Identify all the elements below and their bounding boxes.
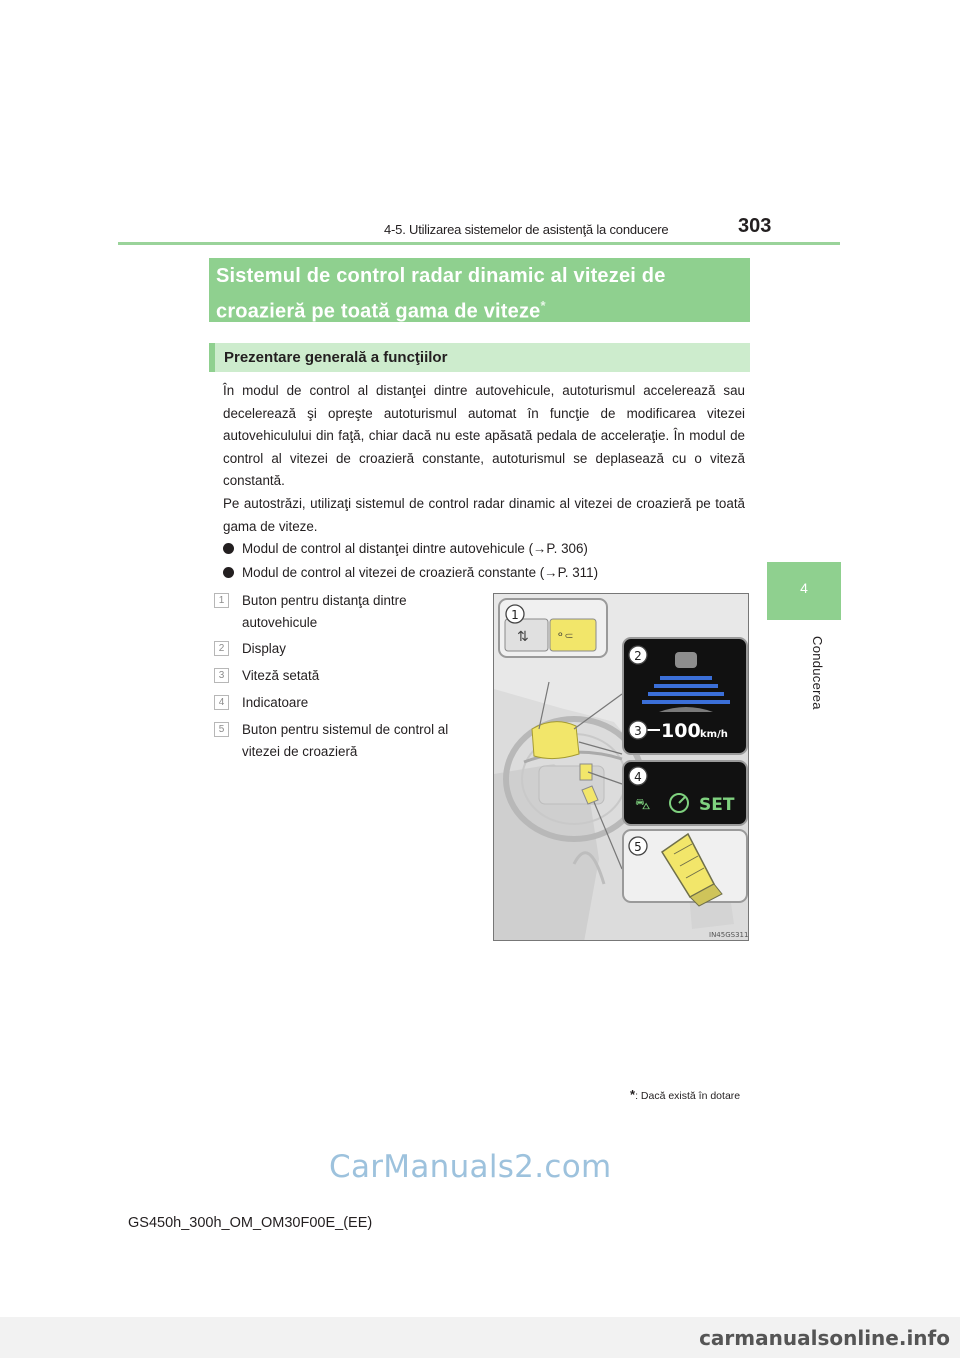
- chapter-label: Conducerea: [810, 636, 825, 710]
- intro-paragraph: În modul de control al distanţei dintre autovehicule, autoturismul accelerează sau decelerează şi opreşte autoturismul automat în funcţie de modificarea vitezei autovehiculului din faţă, chiar dacă nu este apăsată pedala de acceleraţie. În modul de control al vitezei de croazieră constante, autoturismul se deplasează cu o viteză constantă.: [223, 383, 745, 488]
- legend-text: Display: [242, 641, 286, 656]
- svg-text:3: 3: [634, 724, 642, 738]
- callout-2: [629, 646, 647, 664]
- svg-text:5: 5: [634, 840, 642, 854]
- legend-text: Buton pentru distanţa dintre autovehicule: [242, 593, 407, 630]
- document-footer: GS450h_300h_OM_OM30F00E_(EE): [128, 1215, 373, 1231]
- svg-text:4: 4: [634, 770, 642, 784]
- footnote-asterisk: *: [630, 1087, 636, 1102]
- footnote-text: : Dacă există în dotare: [635, 1090, 741, 1102]
- set-speed-value: 100: [661, 720, 701, 742]
- section-title: [209, 258, 750, 322]
- callout-5: [629, 837, 647, 855]
- svg-text:ᵒ⸦: ᵒ⸦: [558, 629, 575, 643]
- bullet-item: [223, 562, 598, 584]
- radar-indicator-icon: ⛍: [635, 795, 651, 813]
- legend-text: Indicatoare: [242, 695, 309, 710]
- highway-paragraph: Pe autostrăzi, utilizaţi sistemul de control radar dinamic al vitezei de croazieră pe toată gama de viteze.: [223, 496, 745, 534]
- callout-1: [506, 605, 524, 623]
- legend-number: 3: [214, 668, 229, 683]
- section-title-text: Sistemul de control radar dinamic al vitezei de croazieră pe toată gama de viteze: [216, 265, 666, 323]
- svg-text:2: 2: [634, 649, 642, 663]
- legend-text: Buton pentru sistemul de control al vitezei de croazieră: [242, 722, 449, 759]
- bullet-dot-icon: [223, 543, 234, 554]
- footnote: [630, 1087, 740, 1102]
- subsection-title: Prezentare generală a funcţiilor: [209, 343, 750, 372]
- set-indicator: SET: [699, 795, 735, 815]
- watermark-center: CarManuals2.com: [329, 1149, 612, 1185]
- bullet-text: Modul de control al distanţei dintre autovehicule (→P. 306): [242, 541, 588, 556]
- bullet-item: [223, 538, 588, 560]
- page-number: 303: [738, 215, 772, 237]
- watermark-bottom: carmanualsonline.info: [699, 1326, 950, 1350]
- legend-number: 5: [214, 722, 229, 737]
- legend-number: 4: [214, 695, 229, 710]
- figure-illustration: [494, 594, 749, 941]
- header-rule: [118, 242, 840, 245]
- callout-4: [629, 767, 647, 785]
- cruise-control-figure: [493, 593, 749, 941]
- legend-text: Viteză setată: [242, 668, 320, 683]
- bullet-text: Modul de control al vitezei de croazieră constante (→P. 311): [242, 565, 599, 580]
- bullet-dot-icon: [223, 567, 234, 578]
- header-section-title: 4-5. Utilizarea sistemelor de asistenţă la conducere: [384, 222, 669, 237]
- set-speed-unit: km/h: [700, 729, 728, 740]
- callout-3: [629, 721, 647, 739]
- legend-number: 1: [214, 593, 229, 608]
- chapter-tab: 4: [767, 562, 841, 620]
- title-asterisk: *: [540, 298, 546, 313]
- svg-text:⇅: ⇅: [517, 629, 529, 645]
- figure-code: IN45GS311: [709, 931, 749, 939]
- svg-text:1: 1: [511, 608, 519, 622]
- legend-number: 2: [214, 641, 229, 656]
